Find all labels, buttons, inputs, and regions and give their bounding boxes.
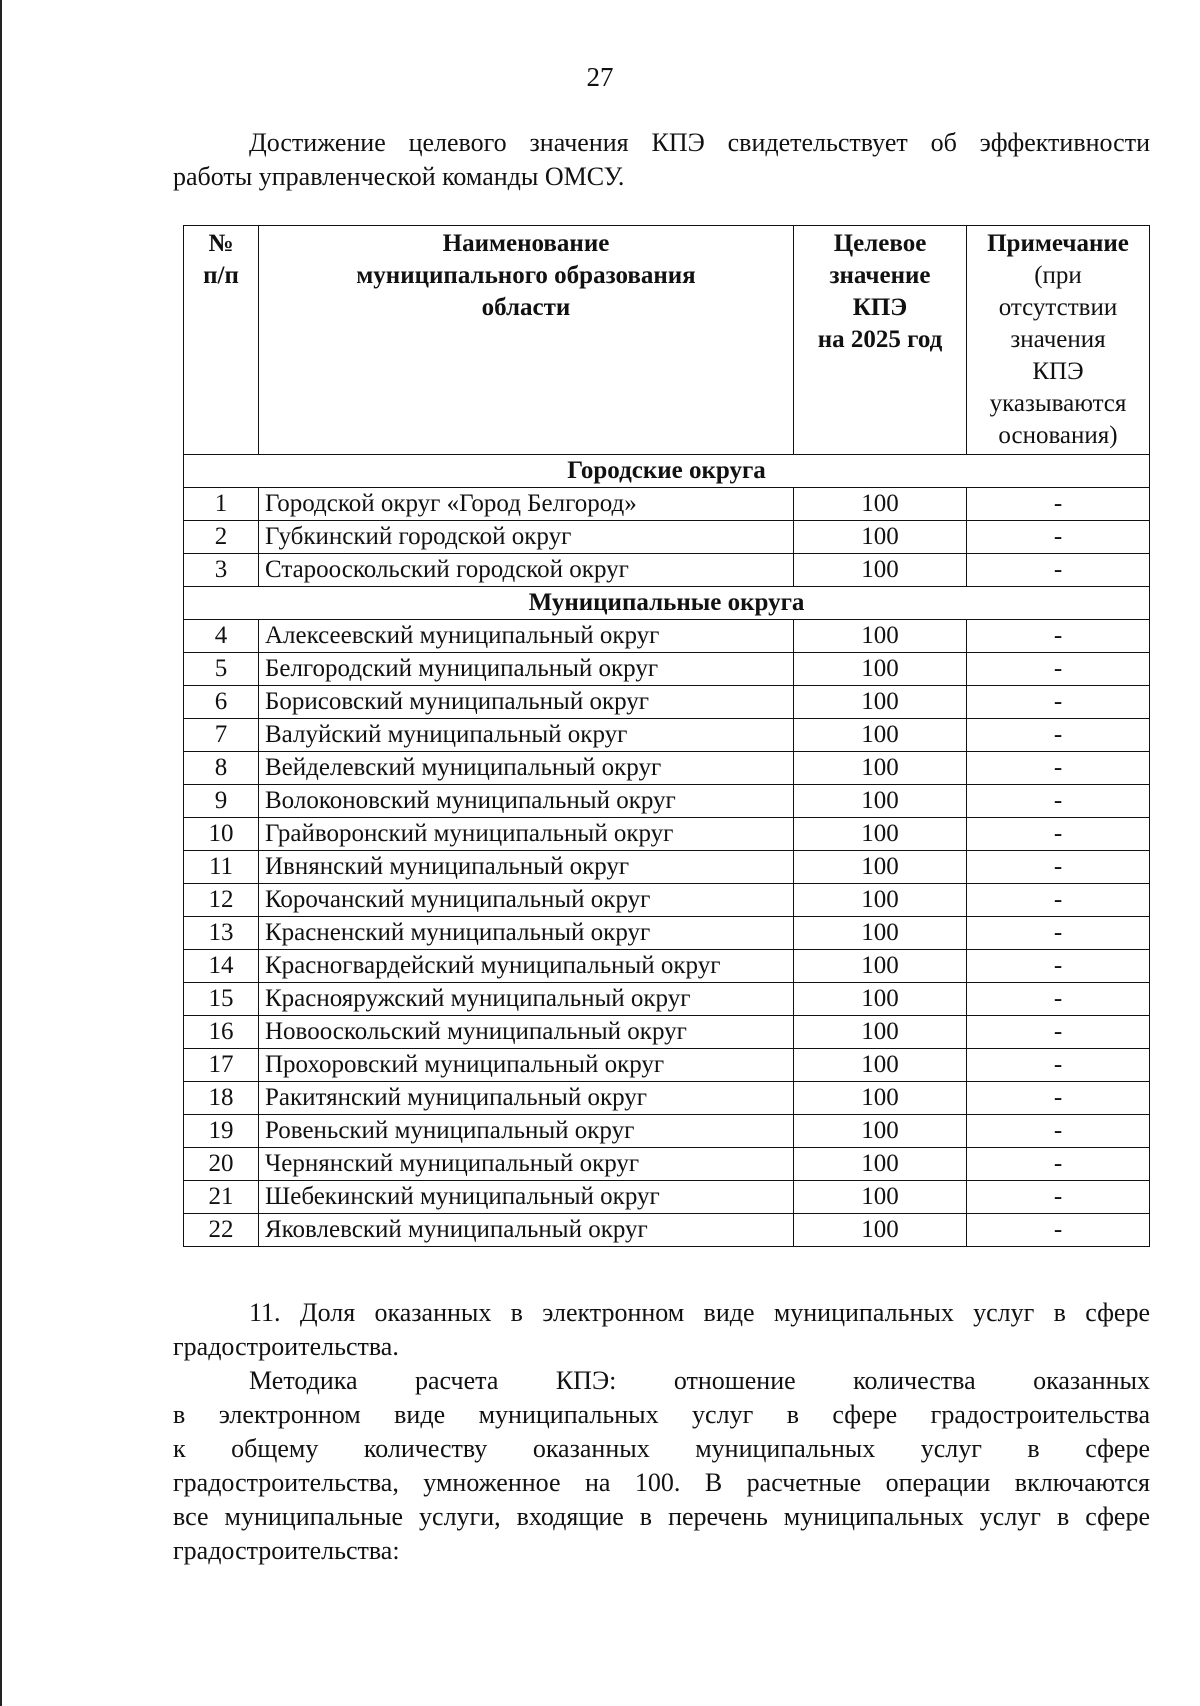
header-value-line: значение [829, 262, 931, 289]
table-row [184, 1115, 1150, 1148]
table-row [184, 752, 1150, 785]
row-municipality-name: Красненский муниципальный округ [259, 917, 794, 950]
row-note: - [967, 521, 1150, 554]
table-row [184, 521, 1150, 554]
row-target-value: 100 [794, 488, 967, 521]
item-11-line-2: градостроительства. [173, 1332, 399, 1361]
row-municipality-name: Белгородский муниципальный округ [259, 653, 794, 686]
row-target-value: 100 [794, 752, 967, 785]
row-number: 14 [184, 950, 259, 983]
row-note: - [967, 917, 1150, 950]
method-line-2: в электронном виде муниципальных услуг в сфере градостроительства [173, 1400, 1150, 1429]
row-note: - [967, 719, 1150, 752]
row-target-value: 100 [794, 653, 967, 686]
table-row [184, 1082, 1150, 1115]
row-number: 9 [184, 785, 259, 818]
row-target-value: 100 [794, 1016, 967, 1049]
row-note: - [967, 851, 1150, 884]
row-number: 15 [184, 983, 259, 1016]
row-municipality-name: Шебекинский муниципальный округ [259, 1181, 794, 1214]
header-note [967, 226, 1150, 455]
header-value-line: на 2025 год [817, 326, 943, 353]
section-row-urban [184, 455, 1150, 488]
row-note: - [967, 686, 1150, 719]
table-row [184, 1148, 1150, 1181]
table-row [184, 686, 1150, 719]
table-row [184, 653, 1150, 686]
method-paragraph [173, 1364, 1150, 1568]
row-municipality-name: Волоконовский муниципальный округ [259, 785, 794, 818]
page-number: 27 [586, 62, 614, 92]
method-line-1: Методика расчета КПЭ: отношение количества оказанных [249, 1366, 1150, 1395]
row-municipality-name: Ивнянский муниципальный округ [259, 851, 794, 884]
method-line-6: градостроительства: [173, 1536, 400, 1565]
row-number: 3 [184, 554, 259, 587]
row-number: 8 [184, 752, 259, 785]
row-note: - [967, 1148, 1150, 1181]
row-number: 16 [184, 1016, 259, 1049]
row-note: - [967, 1181, 1150, 1214]
row-note: - [967, 752, 1150, 785]
row-target-value: 100 [794, 851, 967, 884]
row-municipality-name: Ровеньский муниципальный округ [259, 1115, 794, 1148]
header-name-line: области [481, 294, 571, 321]
row-target-value: 100 [794, 1115, 967, 1148]
row-number: 5 [184, 653, 259, 686]
header-value [794, 226, 967, 455]
table-row [184, 554, 1150, 587]
row-note: - [967, 884, 1150, 917]
row-municipality-name: Губкинский городской округ [259, 521, 794, 554]
row-target-value: 100 [794, 884, 967, 917]
header-note-line: (при [1034, 262, 1082, 289]
intro-line-1: Достижение целевого значения КПЭ свидетельствует об эффективности [249, 128, 1150, 157]
row-target-value: 100 [794, 785, 967, 818]
table-header-row [184, 226, 1150, 455]
row-target-value: 100 [794, 1181, 967, 1214]
item-11-line-1: 11. Доля оказанных в электронном виде муниципальных услуг в сфере [249, 1298, 1150, 1327]
intro-line-2: работы управленческой команды ОМСУ. [173, 162, 625, 191]
header-note-title: Примечание [987, 230, 1129, 257]
row-number: 6 [184, 686, 259, 719]
row-number: 22 [184, 1214, 259, 1247]
table-row [184, 917, 1150, 950]
row-municipality-name: Борисовский муниципальный округ [259, 686, 794, 719]
table-row [184, 719, 1150, 752]
section-title: Муниципальные округа [184, 587, 1150, 620]
row-municipality-name: Красногвардейский муниципальный округ [259, 950, 794, 983]
row-municipality-name: Валуйский муниципальный округ [259, 719, 794, 752]
row-number: 21 [184, 1181, 259, 1214]
row-target-value: 100 [794, 554, 967, 587]
row-number: 18 [184, 1082, 259, 1115]
header-note-line: указываются [989, 390, 1127, 417]
header-num-line: п/п [203, 262, 239, 289]
method-line-4: градостроительства, умноженное на 100. В расчетные операции включаются [173, 1468, 1150, 1497]
table-row [184, 1016, 1150, 1049]
row-target-value: 100 [794, 1082, 967, 1115]
row-municipality-name: Алексеевский муниципальный округ [259, 620, 794, 653]
row-note: - [967, 620, 1150, 653]
row-municipality-name: Чернянский муниципальный округ [259, 1148, 794, 1181]
row-number: 4 [184, 620, 259, 653]
row-target-value: 100 [794, 686, 967, 719]
row-number: 13 [184, 917, 259, 950]
row-target-value: 100 [794, 1148, 967, 1181]
table-row [184, 851, 1150, 884]
row-note: - [967, 1016, 1150, 1049]
row-target-value: 100 [794, 719, 967, 752]
row-number: 20 [184, 1148, 259, 1181]
table-row [184, 818, 1150, 851]
row-municipality-name: Грайворонский муниципальный округ [259, 818, 794, 851]
row-municipality-name: Старооскольский городской округ [259, 554, 794, 587]
row-note: - [967, 653, 1150, 686]
row-number: 2 [184, 521, 259, 554]
row-note: - [967, 950, 1150, 983]
row-note: - [967, 818, 1150, 851]
header-note-line: основания) [998, 422, 1118, 449]
row-note: - [967, 1115, 1150, 1148]
row-note: - [967, 1049, 1150, 1082]
section-row-municipal [184, 587, 1150, 620]
item-11-paragraph [173, 1296, 1150, 1364]
row-number: 12 [184, 884, 259, 917]
row-municipality-name: Ракитянский муниципальный округ [259, 1082, 794, 1115]
table-row [184, 1214, 1150, 1247]
table-row [184, 1049, 1150, 1082]
row-note: - [967, 983, 1150, 1016]
section-title: Городские округа [184, 455, 1150, 488]
kpe-table [183, 225, 1150, 1247]
table-row [184, 884, 1150, 917]
row-number: 17 [184, 1049, 259, 1082]
header-value-line: КПЭ [852, 294, 908, 321]
table-row [184, 785, 1150, 818]
scan-edge [0, 0, 2, 1706]
row-number: 7 [184, 719, 259, 752]
header-name-line: муниципального образования [356, 262, 696, 289]
row-municipality-name: Яковлевский муниципальный округ [259, 1214, 794, 1247]
row-target-value: 100 [794, 917, 967, 950]
row-note: - [967, 785, 1150, 818]
table-row [184, 620, 1150, 653]
header-name-line: Наименование [442, 230, 610, 257]
intro-paragraph [173, 126, 1150, 194]
row-note: - [967, 488, 1150, 521]
row-target-value: 100 [794, 983, 967, 1016]
header-num-line: № [208, 230, 234, 257]
method-line-5: все муниципальные услуги, входящие в перечень муниципальных услуг в сфере [173, 1502, 1150, 1531]
row-municipality-name: Городской округ «Город Белгород» [259, 488, 794, 521]
row-note: - [967, 1082, 1150, 1115]
table-row [184, 983, 1150, 1016]
row-note: - [967, 1214, 1150, 1247]
row-number: 10 [184, 818, 259, 851]
row-target-value: 100 [794, 521, 967, 554]
row-target-value: 100 [794, 620, 967, 653]
row-municipality-name: Новооскольский муниципальный округ [259, 1016, 794, 1049]
row-municipality-name: Корочанский муниципальный округ [259, 884, 794, 917]
header-name [259, 226, 794, 455]
row-number: 11 [184, 851, 259, 884]
row-number: 1 [184, 488, 259, 521]
table-row [184, 488, 1150, 521]
table-row [184, 1181, 1150, 1214]
header-num [184, 226, 259, 455]
row-target-value: 100 [794, 818, 967, 851]
row-target-value: 100 [794, 1049, 967, 1082]
method-line-3: к общему количеству оказанных муниципальных услуг в сфере [173, 1434, 1150, 1463]
header-note-line: значения [1010, 326, 1106, 353]
header-note-line: отсутствии [998, 294, 1118, 321]
row-target-value: 100 [794, 1214, 967, 1247]
row-target-value: 100 [794, 950, 967, 983]
row-municipality-name: Вейделевский муниципальный округ [259, 752, 794, 785]
header-note-line: КПЭ [1032, 358, 1084, 385]
header-value-line: Целевое [833, 230, 927, 257]
table-row [184, 950, 1150, 983]
row-municipality-name: Краснояружский муниципальный округ [259, 983, 794, 1016]
row-note: - [967, 554, 1150, 587]
row-number: 19 [184, 1115, 259, 1148]
row-municipality-name: Прохоровский муниципальный округ [259, 1049, 794, 1082]
